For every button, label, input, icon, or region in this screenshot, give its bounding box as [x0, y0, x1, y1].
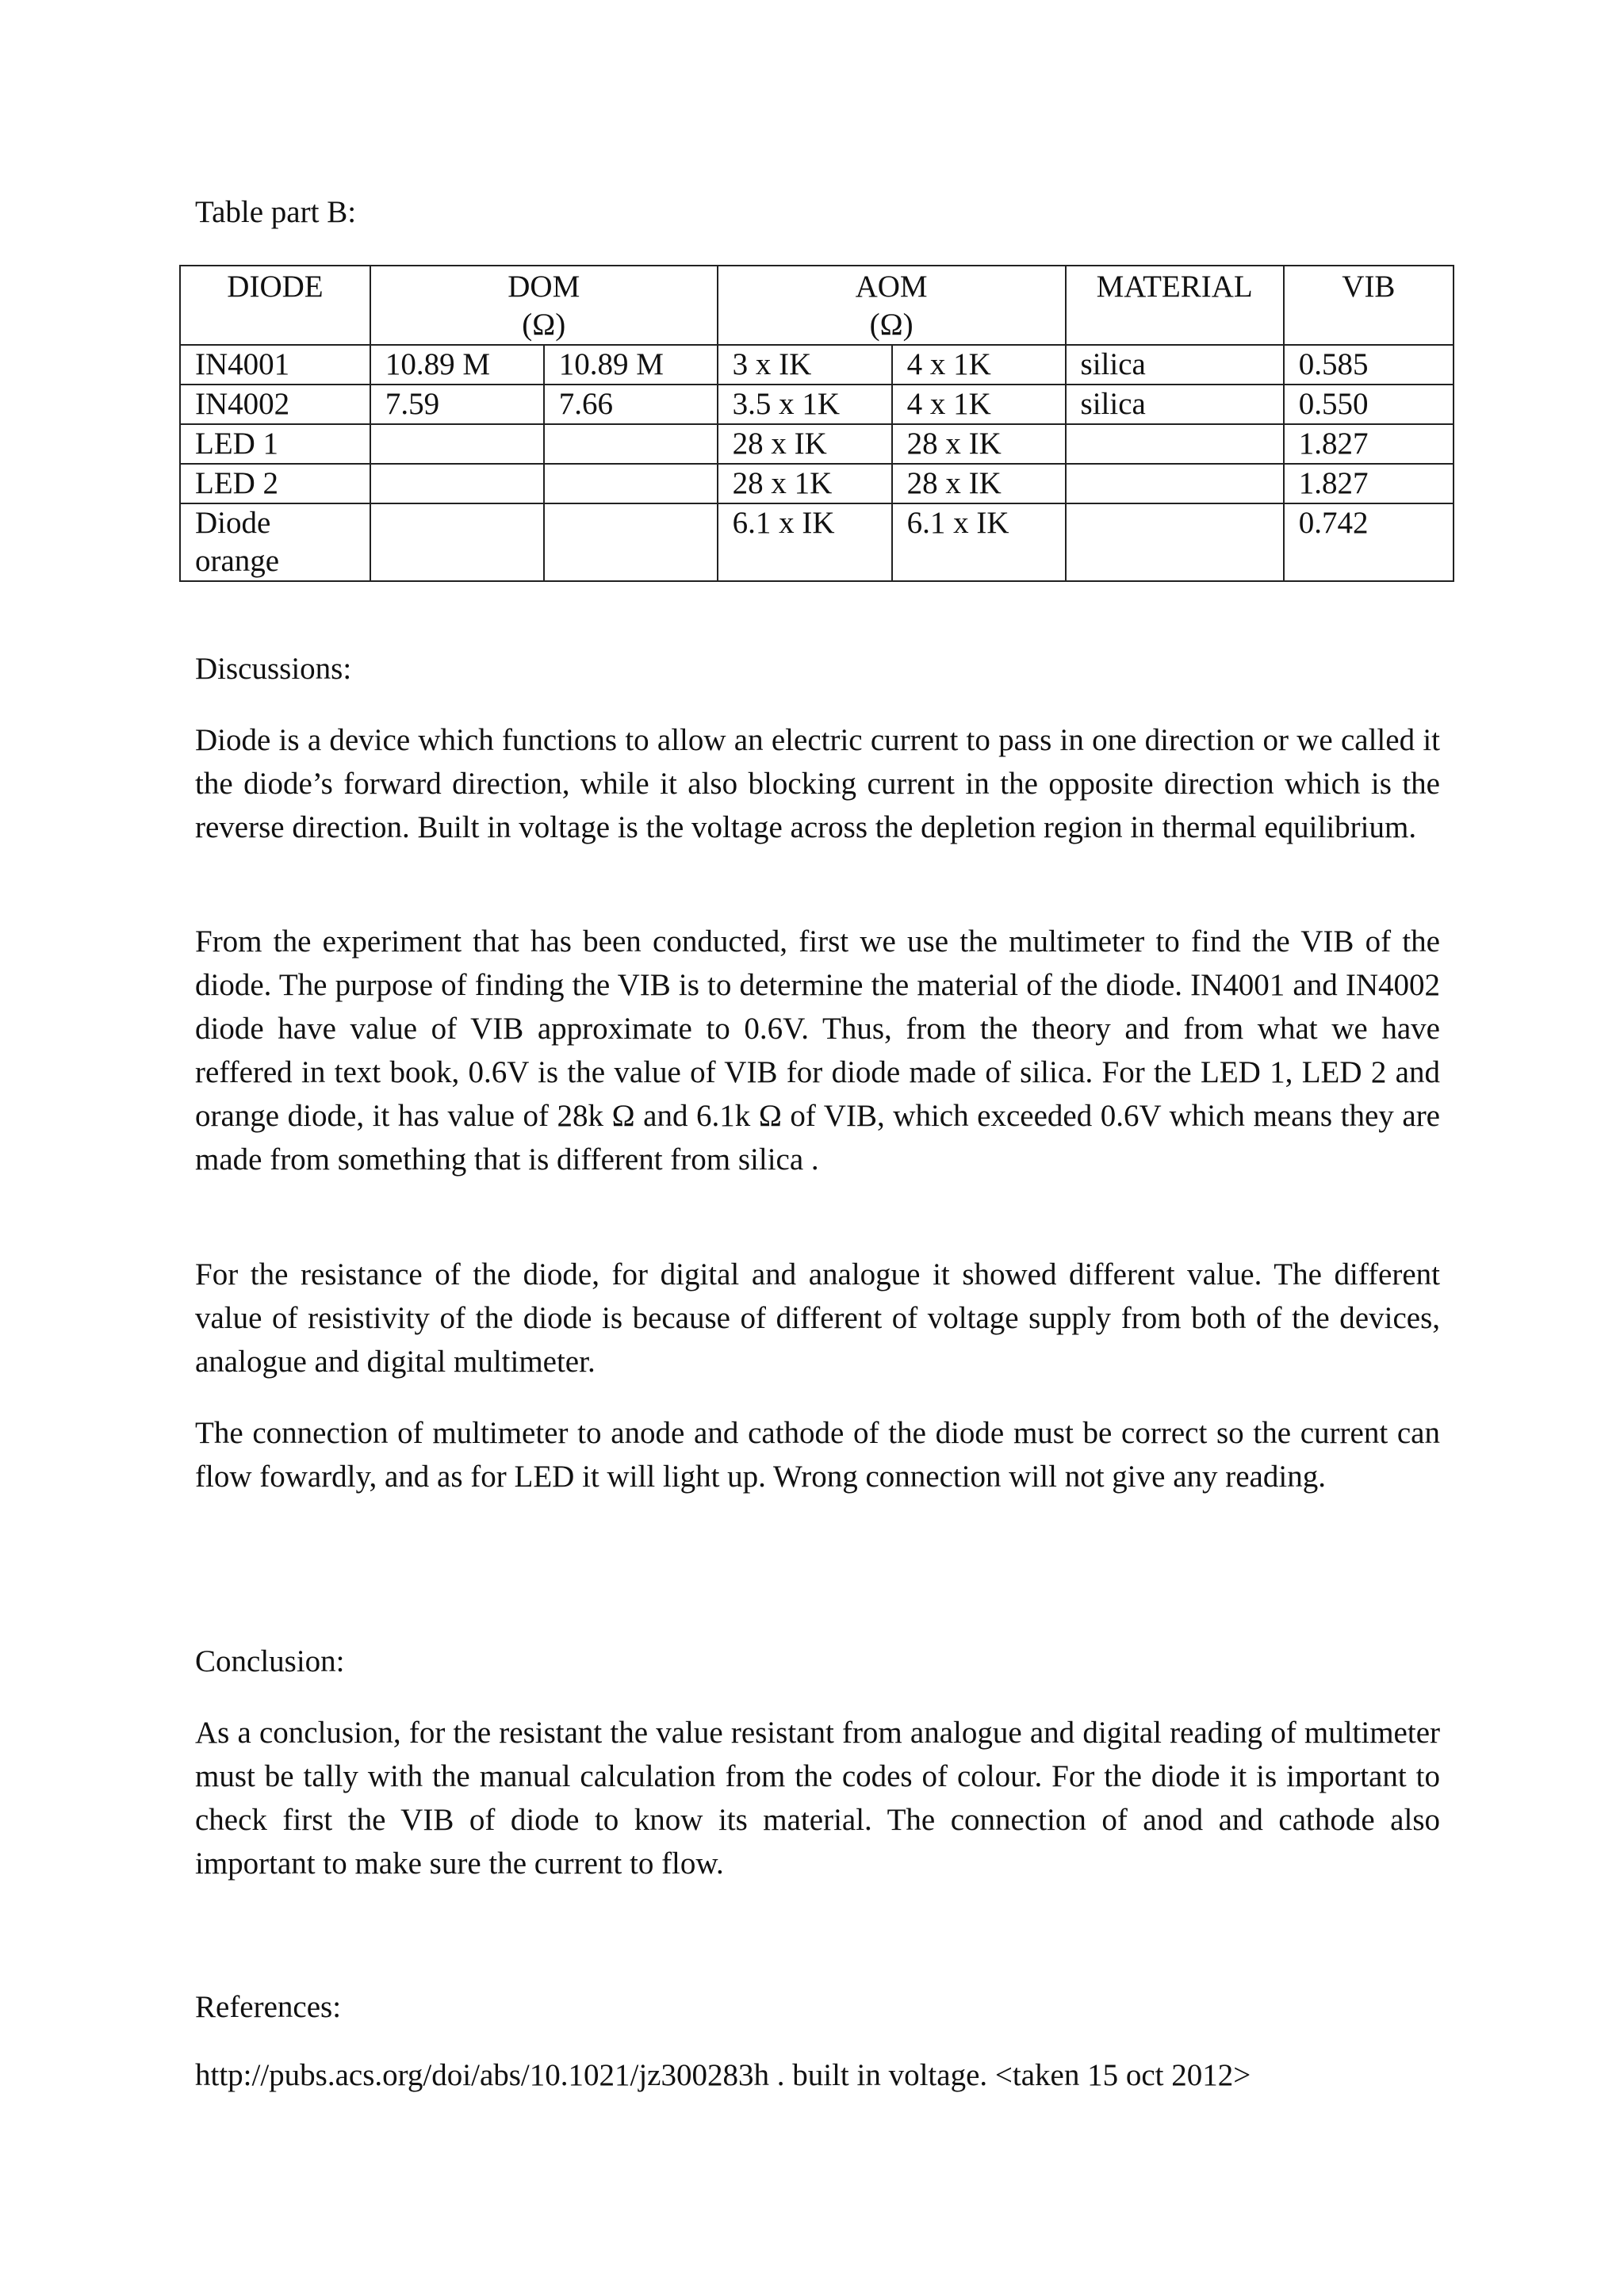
cell-vib: 1.827 — [1284, 464, 1454, 503]
cell-aom2: 6.1 x IK — [892, 503, 1066, 581]
cell-aom1: 28 x 1K — [718, 464, 892, 503]
cell-aom1: 6.1 x IK — [718, 503, 892, 581]
header-aom — [718, 266, 1066, 345]
table-row — [180, 345, 1454, 385]
cell-vib: 0.550 — [1284, 385, 1454, 424]
cell-dom1 — [370, 503, 544, 581]
table-heading: Table part B: — [195, 195, 357, 229]
cell-aom1: 3.5 x 1K — [718, 385, 892, 424]
cell-diode: Diode orange — [180, 503, 370, 581]
discussion-paragraph: Diode is a device which functions to allow an electric current to pass in one direction or we called it the diode’s forward direction, while it also blocking current in the opposite direction which is the reverse direction. Built in voltage is the voltage across the depletion region in thermal equilibrium. — [195, 723, 1440, 844]
cell-dom1 — [370, 464, 544, 503]
header-dom — [370, 266, 718, 345]
table-row — [180, 464, 1454, 503]
cell-diode: IN4001 — [180, 345, 370, 385]
conclusion-heading: Conclusion: — [195, 1644, 345, 1678]
cell-dom2 — [544, 464, 718, 503]
cell-dom2 — [544, 424, 718, 464]
header-diode: DIODE — [180, 266, 370, 345]
cell-aom1: 28 x IK — [718, 424, 892, 464]
cell-aom2: 28 x IK — [892, 424, 1066, 464]
cell-diode: LED 2 — [180, 464, 370, 503]
discussion-paragraph: For the resistance of the diode, for digital and analogue it showed different value. The different value of resistivity of the diode is because of different of voltage supply from both of the devices, analogue and digital multimeter. — [195, 1257, 1440, 1379]
header-dom-label: DOM — [508, 270, 580, 304]
header-vib: VIB — [1284, 266, 1454, 345]
references-heading: References: — [195, 1990, 342, 2024]
cell-diode: IN4002 — [180, 385, 370, 424]
table-row — [180, 503, 1454, 581]
cell-vib: 0.742 — [1284, 503, 1454, 581]
table-header-row — [180, 266, 1454, 345]
cell-dom1: 7.59 — [370, 385, 544, 424]
cell-aom2: 28 x IK — [892, 464, 1066, 503]
header-aom-label: AOM — [855, 270, 928, 304]
cell-aom2: 4 x 1K — [892, 345, 1066, 385]
conclusion-paragraph: As a conclusion, for the resistant the value resistant from analogue and digital reading of multimeter must be tally with the manual calculation from the codes of colour. For the diode it is important to check first the VIB of diode to know its material. The connection of anod and cathode also important to make sure the current to flow. — [195, 1716, 1440, 1881]
cell-diode: LED 1 — [180, 424, 370, 464]
cell-material: silica — [1066, 385, 1284, 424]
header-aom-unit: (Ω) — [869, 308, 914, 342]
cell-dom2 — [544, 503, 718, 581]
reference-entry: http://pubs.acs.org/doi/abs/10.1021/jz300283h . built in voltage. <taken 15 oct 2012> — [195, 2058, 1251, 2092]
header-dom-unit: (Ω) — [522, 308, 566, 342]
discussion-paragraph: From the experiment that has been conducted, first we use the multimeter to find the VIB of the diode. The purpose of finding the VIB is to determine the material of the diode. IN4001 and IN4002 diode have value of VIB approximate to 0.6V. Thus, from the theory and from what we have reffered in text book, 0.6V is the value of VIB for diode made of silica. For the LED 1, LED 2 and orange diode, it has value of 28k Ω and 6.1k Ω of VIB, which exceeded 0.6V which means they are made from something that is different from silica . — [195, 924, 1440, 1177]
cell-dom2: 7.66 — [544, 385, 718, 424]
header-material: MATERIAL — [1066, 266, 1284, 345]
diode-results-table — [179, 265, 1454, 582]
cell-material: silica — [1066, 345, 1284, 385]
cell-dom2: 10.89 M — [544, 345, 718, 385]
cell-vib: 0.585 — [1284, 345, 1454, 385]
cell-aom1: 3 x IK — [718, 345, 892, 385]
discussions-heading: Discussions: — [195, 652, 352, 686]
cell-aom2: 4 x 1K — [892, 385, 1066, 424]
table-row — [180, 424, 1454, 464]
cell-vib: 1.827 — [1284, 424, 1454, 464]
cell-dom1 — [370, 424, 544, 464]
cell-material — [1066, 424, 1284, 464]
table-row — [180, 385, 1454, 424]
cell-material — [1066, 503, 1284, 581]
cell-dom1: 10.89 M — [370, 345, 544, 385]
cell-material — [1066, 464, 1284, 503]
discussion-paragraph: The connection of multimeter to anode and cathode of the diode must be correct so the current can flow fowardly, and as for LED it will light up. Wrong connection will not give any reading. — [195, 1416, 1440, 1494]
